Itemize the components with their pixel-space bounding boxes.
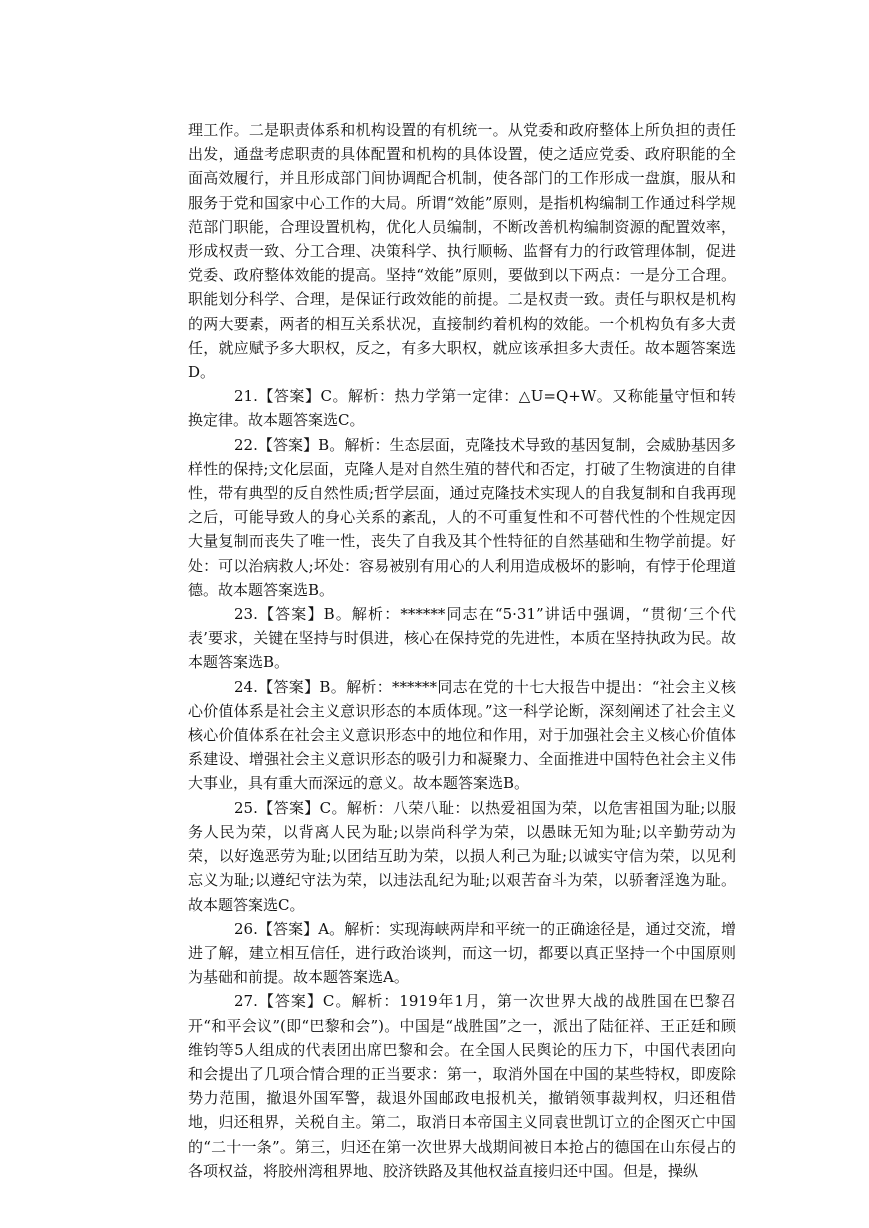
answer-21-paragraph: 21.【答案】C。解析：热力学第一定律：△U=Q+W。又称能量守恒和转换定律。故本题答案选C。	[188, 387, 736, 430]
answer-26-paragraph: 26.【答案】A。解析：实现海峡两岸和平统一的正确途径是，通过交流，增进了解，建立相互信任，进行政治谈判，而这一切，都要以真正坚持一个中国原则为基础和前提。故本题答案选A。	[188, 919, 736, 987]
answer-24-paragraph: 24.【答案】B。解析：******同志在党的十七大报告中提出：“社会主义核心价值体系是社会主义意识形态的本质体现。”这一科学论断，深刻阐述了社会主义核心价值体系在社会主义意识形态中的地位和作用，对于加强社会主义核心价值体系建设、增强社会主义意识形态的吸引力和凝聚力、全面推进中国特色社会主义伟大事业，具有重大而深远的意义。故本题答案选B。	[188, 677, 736, 793]
answer-23-paragraph: 23.【答案】B。解析：******同志在“5·31”讲话中强调，“贯彻‘三个代表’要求，关键在坚持与时俱进，核心在保持党的先进性，本质在坚持执政为民。故本题答案选B。	[188, 605, 736, 672]
answer-27-paragraph: 27.【答案】C。解析：1919年1月，第一次世界大战的战胜国在巴黎召开“和平会议”(即“巴黎和会”)。中国是“战胜国”之一，派出了陆征祥、王正廷和顾维钧等5人组成的代表团出席巴黎和会。在全国人民舆论的压力下，中国代表团向和会提出了几项合情合理的正当要求：第一，取消外国在中国的某些特权，即废除势力范围，撤退外国军警，裁退外国邮政电报机关，撤销领事裁判权，归还租借地，归还租界，关税自主。第二，取消日本帝国主义同袁世凯订立的企图灭亡中国的“二十一条”。第三，归还在第一次世界大战期间被日本抢占的德国在山东侵占的各项权益，将胶州湾租界地、胶济铁路及其他权益直接归还中国。但是，操纵	[188, 992, 736, 1180]
continuation-paragraph: 理工作。二是职责体系和机构设置的有机统一。从党委和政府整体上所负担的责任出发，通盘考虑职责的具体配置和机构的具体设置，使之适应党委、政府职能的全面高效履行，并且形成部门间协调配合机制，使各部门的工作形成一盘旗，服从和服务于党和国家中心工作的大局。所谓“效能”原则，是指机构编制工作通过科学规范部门职能，合理设置机构，优化人员编制，不断改善机构编制资源的配置效率，形成权责一致、分工合理、决策科学、执行顺畅、监督有力的行政管理体制，促进党委、政府整体效能的提高。坚持“效能”原则，要做到以下两点：一是分工合理。职能划分科学、合理，是保证行政效能的前提。二是权责一致。责任与职权是机构的两大要素，两者的相互关系状况，直接制约着机构的效能。一个机构负有多大责任，就应赋予多大职权，反之，有多大职权，就应该承担多大责任。故本题答案选D。	[188, 121, 736, 382]
document-page	[188, 118, 736, 1183]
answer-22-paragraph: 22.【答案】B。解析：生态层面，克隆技术导致的基因复制，会威胁基因多样性的保持;文化层面，克隆人是对自然生殖的替代和否定，打破了生物演进的自律性，带有典型的反自然性质;哲学层面，通过克隆技术实现人的自我复制和自我再现之后，可能导致人的身心关系的紊乱，人的不可重复性和不可替代性的个性规定因大量复制而丧失了唯一性，丧失了自我及其个性特征的自然基础和生物学前提。好处：可以治病救人;坏处：容易被别有用心的人利用造成极坏的影响，有悖于伦理道德。故本题答案选B。	[188, 435, 736, 599]
answer-25-paragraph: 25.【答案】C。解析：八荣八耻：以热爱祖国为荣，以危害祖国为耻;以服务人民为荣，以背离人民为耻;以崇尚科学为荣，以愚昧无知为耻;以辛勤劳动为荣，以好逸恶劳为耻;以团结互助为荣，以损人利己为耻;以诚实守信为荣，以见利忘义为耻;以遵纪守法为荣，以违法乱纪为耻;以艰苦奋斗为荣，以骄奢淫逸为耻。故本题答案选C。	[188, 798, 736, 914]
